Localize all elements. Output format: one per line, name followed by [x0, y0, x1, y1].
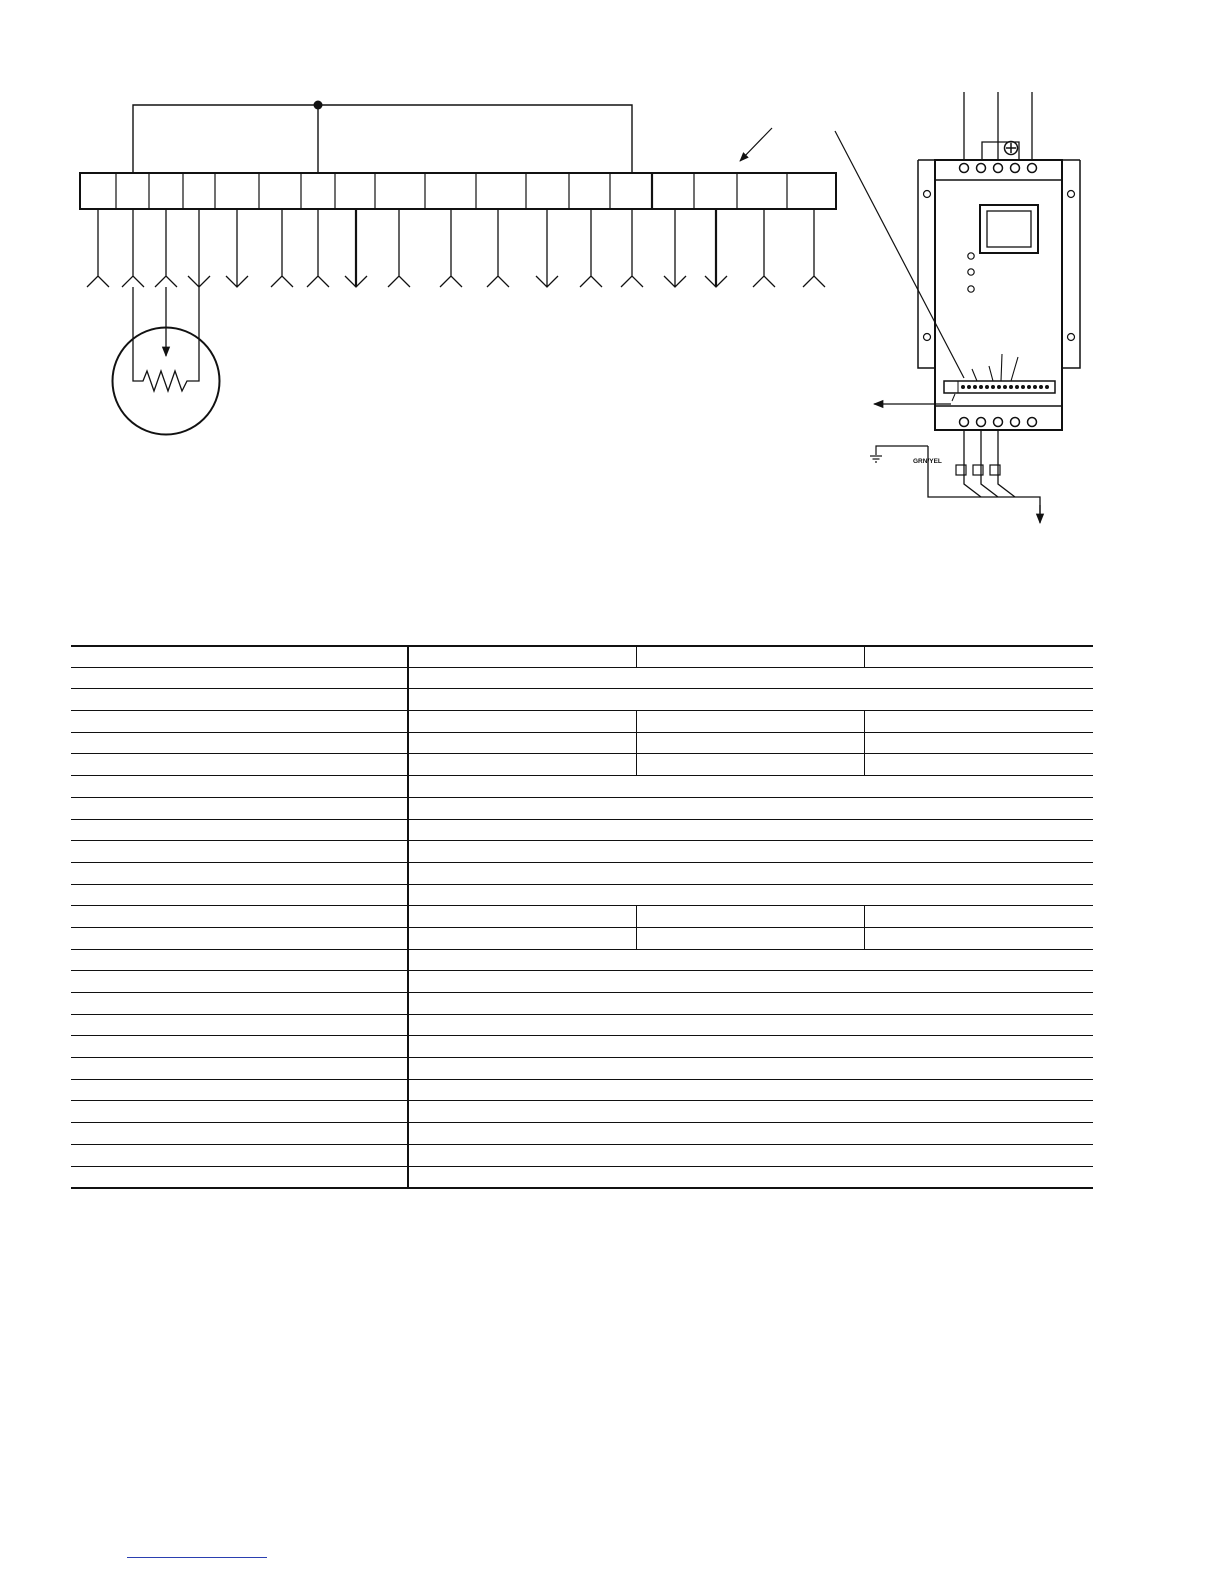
- table-cell: [71, 927, 408, 949]
- table-cell: [408, 1123, 1093, 1145]
- table-cell: [408, 667, 1093, 689]
- terminal-strip: [80, 173, 836, 209]
- table-row: [71, 927, 1093, 949]
- junction-dot: [314, 101, 323, 110]
- table-cell: [71, 1014, 408, 1036]
- table-cell: [408, 906, 637, 928]
- table-cell: [71, 797, 408, 819]
- table-cell: [71, 689, 408, 711]
- callout-lines: [740, 128, 964, 378]
- table-row: [71, 949, 1093, 971]
- table-cell: [408, 1036, 1093, 1058]
- table-cell: [408, 1079, 1093, 1101]
- table-cell: [408, 1144, 1093, 1166]
- table-cell: [408, 971, 1093, 993]
- table-cell: [865, 711, 1094, 733]
- table-row: [71, 819, 1093, 841]
- table-cell: [637, 711, 865, 733]
- table-cell: [865, 646, 1094, 667]
- table-cell: [71, 667, 408, 689]
- table-cell: [71, 1166, 408, 1188]
- table-cell: [408, 1058, 1093, 1080]
- table-cell: [408, 689, 1093, 711]
- table-cell: [71, 1058, 408, 1080]
- potentiometer: [113, 287, 220, 435]
- table-row: [71, 1014, 1093, 1036]
- table-cell: [71, 971, 408, 993]
- table-cell: [865, 754, 1094, 776]
- common-jumper: [133, 105, 632, 173]
- table-cell: [408, 993, 1093, 1015]
- table-cell: [408, 711, 637, 733]
- table-cell: [408, 949, 1093, 971]
- table-cell: [408, 732, 637, 754]
- table-cell: [71, 646, 408, 667]
- table-row: [71, 1036, 1093, 1058]
- table-row: [71, 1123, 1093, 1145]
- footnote-rule: [127, 1557, 267, 1558]
- table-cell: [865, 927, 1094, 949]
- table-cell: [71, 732, 408, 754]
- table-cell: [637, 732, 865, 754]
- table-cell: [71, 1123, 408, 1145]
- drive-unit: [870, 92, 1080, 521]
- table-row: [71, 1166, 1093, 1188]
- table-cell: [637, 754, 865, 776]
- table-row: [71, 689, 1093, 711]
- table-cell: [71, 819, 408, 841]
- wiring-diagram: [0, 0, 1224, 640]
- table-row: [71, 797, 1093, 819]
- table-row: [71, 1058, 1093, 1080]
- table-cell: [865, 906, 1094, 928]
- table-cell: [865, 732, 1094, 754]
- table-row: [71, 1079, 1093, 1101]
- table-cell: [408, 1101, 1093, 1123]
- spec-table: [71, 645, 1093, 1189]
- table-row: [71, 1101, 1093, 1123]
- table-row: [71, 646, 1093, 667]
- table-cell: [408, 1014, 1093, 1036]
- table-row: [71, 906, 1093, 928]
- table-cell: [408, 797, 1093, 819]
- table-cell: [637, 906, 865, 928]
- table-cell: [71, 884, 408, 906]
- table-row: [71, 993, 1093, 1015]
- table-row: [71, 732, 1093, 754]
- table-cell: [408, 776, 1093, 798]
- table-cell: [408, 1166, 1093, 1188]
- table-cell: [71, 1036, 408, 1058]
- table-cell: [71, 1079, 408, 1101]
- table-cell: [71, 711, 408, 733]
- table-row: [71, 776, 1093, 798]
- table-cell: [408, 646, 637, 667]
- table-row: [71, 754, 1093, 776]
- terminal-leads: [87, 209, 825, 287]
- table-cell: [71, 754, 408, 776]
- table-cell: [408, 927, 637, 949]
- ground-wire-label: GRN/YEL: [913, 458, 942, 465]
- drive-terminal-dots: [961, 385, 1049, 389]
- table-cell: [71, 906, 408, 928]
- table-cell: [408, 754, 637, 776]
- table-row: [71, 841, 1093, 863]
- table-row: [71, 711, 1093, 733]
- table-row: [71, 971, 1093, 993]
- table-row: [71, 884, 1093, 906]
- table-row: [71, 862, 1093, 884]
- table-row: [71, 667, 1093, 689]
- table-cell: [71, 862, 408, 884]
- table-cell: [71, 1101, 408, 1123]
- table-cell: [71, 1144, 408, 1166]
- table-cell: [408, 819, 1093, 841]
- table-cell: [637, 646, 865, 667]
- table-cell: [71, 776, 408, 798]
- table-cell: [408, 884, 1093, 906]
- table-cell: [408, 862, 1093, 884]
- table-cell: [71, 949, 408, 971]
- table-cell: [71, 993, 408, 1015]
- table-cell: [637, 927, 865, 949]
- table-cell: [408, 841, 1093, 863]
- table-cell: [71, 841, 408, 863]
- table-row: [71, 1144, 1093, 1166]
